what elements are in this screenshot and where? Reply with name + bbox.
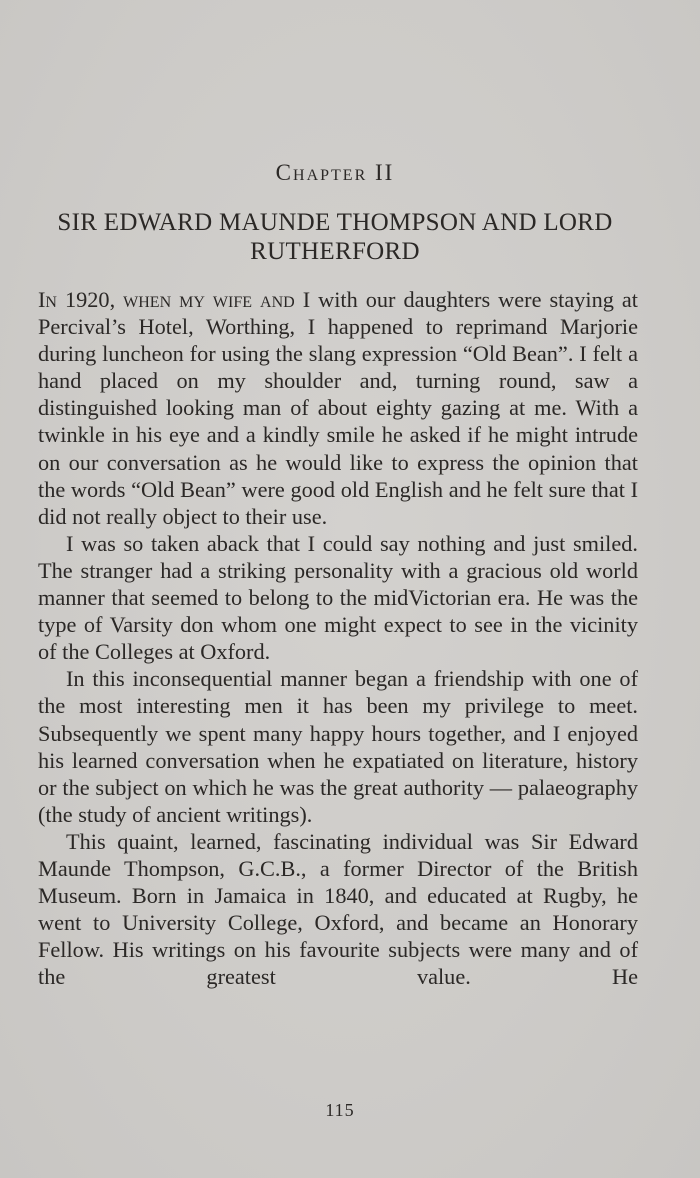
- paragraph-1: [38, 286, 638, 530]
- paragraph-2: I was so taken aback that I could say nothing and just smiled. The stranger had a striking personality with a gracious old world manner that seemed to belong to the midVictorian era. He was the type of Varsity don whom one might expect to see in the vicinity of the Colleges at Oxford.: [38, 530, 638, 665]
- paragraph-3: In this inconsequential manner began a friendship with one of the most interesting men it has been my privilege to meet. Subsequently we spent many happy hours together, and I enjoyed his learned conversation when he expatiated on literature, history or the subject on which he was the great authority — palaeography (the study of ancient writings).: [38, 666, 638, 827]
- paragraph-text: I with our daughters were staying at Percival’s Hotel, Worthing, I happened to reprimand Marjorie during luncheon for using the slang expression “Old Bean”. I felt a hand placed on my shoulder and, turning round, saw a distinguished looking man of about eighty gazing at me. With a twinkle in his eye and a kindly smile he asked if he might intrude on our conversation as he would like to express the opinion that the words “Old Bean” were good old English and he felt sure that I did not really object to their use.: [38, 287, 638, 529]
- chapter-label: Chapter II: [275, 160, 395, 185]
- body-text: [38, 286, 638, 990]
- page-number: 115: [325, 1100, 355, 1120]
- chapter-title: SIR EDWARD MAUNDE THOMPSON AND LORD RUTHERFORD: [57, 209, 613, 265]
- paragraph-opening: In 1920, when my wife and: [38, 287, 295, 312]
- paragraph-4: This quaint, learned, fascinating individual was Sir Edward Maunde Thompson, G.C.B., a former Director of the British Museum. Born in Jamaica in 1840, and educated at Rugby, he went to University College, Oxford, and became an Honorary Fellow. His writings on his favourite subjects were many and of the greatest value. He: [38, 828, 638, 990]
